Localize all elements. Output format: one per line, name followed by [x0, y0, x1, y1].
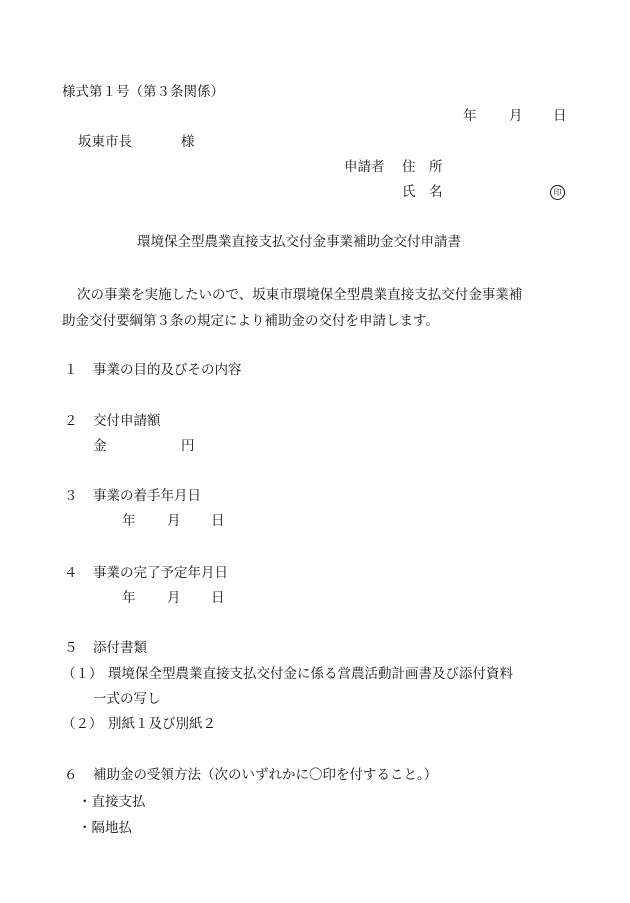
end-month-label: 月	[167, 590, 181, 606]
end-year-label: 年	[122, 590, 136, 606]
attachment-2-number: （２）	[62, 716, 103, 732]
intro-line-1: 次の事業を実施したいので、坂東市環境保全型農業直接支払交付金事業補	[77, 287, 523, 303]
item-3-label: 事業の着手年月日	[93, 488, 201, 504]
applicant-address-label: 住 所	[402, 159, 443, 175]
item-4-number: ４	[64, 565, 78, 581]
intro-line-2: 助金交付要綱第３条の規定により補助金の交付を申請します。	[62, 313, 439, 329]
attachment-1-line-1: 環境保全型農業直接支払交付金に係る営農活動計画書及び添付資料	[108, 666, 513, 682]
start-day-label: 日	[211, 513, 225, 529]
amount-prefix: 金	[93, 438, 107, 454]
item-1-label: 事業の目的及びその内容	[93, 362, 242, 378]
receipt-option-remote: ・隔地払	[78, 820, 132, 836]
amount-unit: 円	[181, 438, 195, 454]
form-number: 様式第１号（第３条関係）	[62, 84, 224, 100]
end-day-label: 日	[211, 590, 225, 606]
attachment-2-text: 別紙１及び別紙２	[108, 716, 216, 732]
date-year-label: 年	[463, 108, 477, 124]
item-5-label: 添付書類	[93, 640, 147, 656]
item-3-number: ３	[64, 488, 78, 504]
item-1-number: １	[64, 362, 78, 378]
addressee-name: 坂東市長	[78, 134, 132, 150]
attachment-1-line-2: 一式の写し	[93, 691, 161, 707]
seal-mark: 印	[550, 185, 565, 200]
item-2-number: ２	[64, 413, 78, 429]
item-6-number: ６	[64, 767, 78, 783]
date-day-label: 日	[553, 108, 567, 124]
attachment-1-number: （１）	[62, 666, 103, 682]
item-5-number: ５	[64, 640, 78, 656]
start-year-label: 年	[122, 513, 136, 529]
date-month-label: 月	[509, 108, 523, 124]
addressee-honorific: 様	[181, 134, 195, 150]
start-month-label: 月	[167, 513, 181, 529]
item-6-label: 補助金の受領方法（次のいずれかに〇印を付すること。）	[93, 767, 438, 783]
document-title: 環境保全型農業直接支払交付金事業補助金交付申請書	[137, 234, 461, 250]
item-4-label: 事業の完了予定年月日	[93, 565, 228, 581]
applicant-name-label: 氏 名	[402, 184, 443, 200]
receipt-option-direct: ・直接支払	[78, 794, 146, 810]
applicant-label: 申請者	[344, 159, 385, 175]
item-2-label: 交付申請額	[93, 413, 161, 429]
